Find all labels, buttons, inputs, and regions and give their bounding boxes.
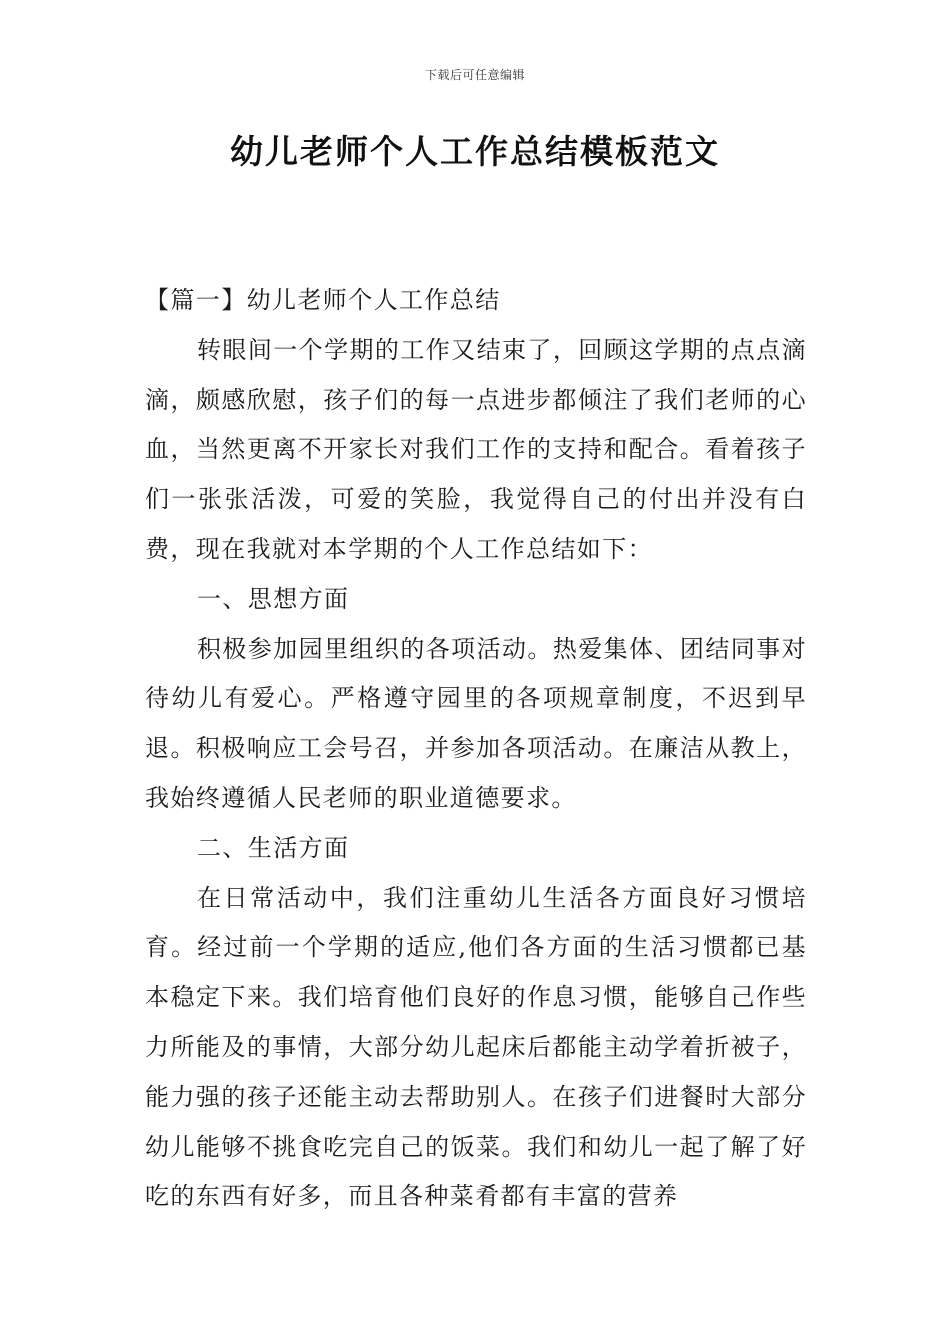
paragraph-intro: 转眼间一个学期的工作又结束了，回顾这学期的点点滴滴，颇感欣慰，孩子们的每一点进步都倾注了我们老师的心血，当然更离不开家长对我们工作的支持和配合。看着孩子们一张张活泼，可爱的笑脸，我觉得自己的付出并没有白费，现在我就对本学期的个人工作总结如下： <box>145 335 807 563</box>
section-heading: 【篇一】幼儿老师个人工作总结 <box>145 286 501 314</box>
subheading-thought: 一、思想方面 <box>197 584 350 613</box>
paragraph-life: 在日常活动中，我们注重幼儿生活各方面良好习惯培育。经过前一个学期的适应,他们各方面的生活习惯都已基本稳定下来。我们培育他们良好的作息习惯，能够自己作些力所能及的事情，大部分幼儿起床后都能主动学着折被子，能力强的孩子还能主动去帮助别人。在孩子们进餐时大部分幼儿能够不挑食吃完自己的饭菜。我们和幼儿一起了解了好吃的东西有好多，而且各种菜肴都有丰富的营养 <box>145 883 807 1211</box>
subheading-life: 二、生活方面 <box>197 833 350 862</box>
document-title: 幼儿老师个人工作总结模板范文 <box>230 132 720 171</box>
header-note: 下载后可任意编辑 <box>424 68 525 82</box>
document-body <box>145 276 807 1222</box>
paragraph-thought: 积极参加园里组织的各项活动。热爱集体、团结同事对待幼儿有爱心。严格遵守园里的各项规章制度，不迟到早退。积极响应工会号召，并参加各项活动。在廉洁从教上，我始终遵循人民老师的职业道德要求。 <box>145 634 807 812</box>
